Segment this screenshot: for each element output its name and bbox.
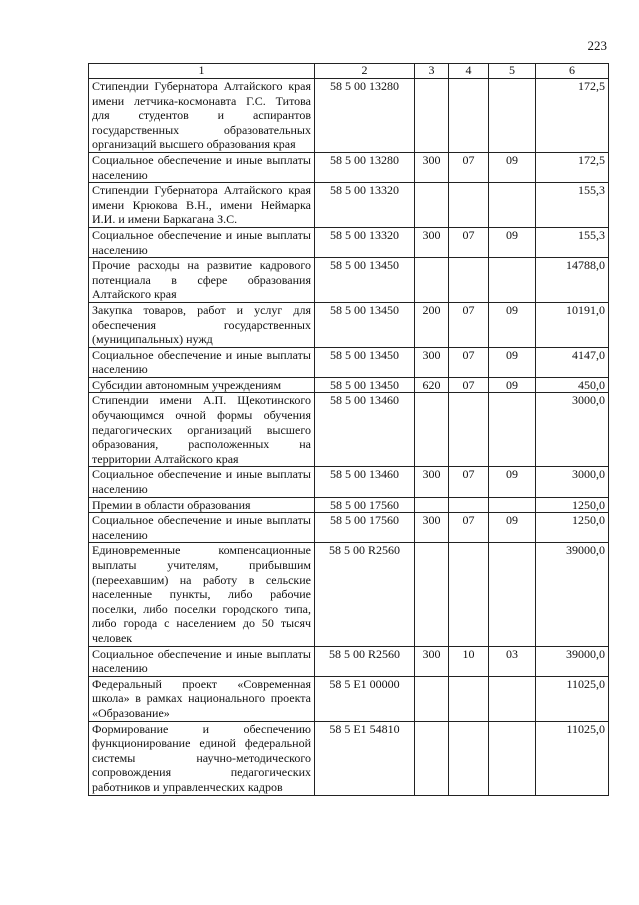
amount-cell: 155,3 <box>536 183 609 228</box>
item-name-cell: Социальное обеспечение и иные выплаты населению <box>89 152 315 182</box>
expense-type-cell: 300 <box>415 467 449 497</box>
classification-code-cell: 58 5 00 13450 <box>315 258 415 303</box>
table-row <box>89 377 609 393</box>
amount-cell: 1250,0 <box>536 497 609 513</box>
classification-code-cell: 58 5 00 13280 <box>315 152 415 182</box>
item-name-cell: Субсидии автономным учреждениям <box>89 377 315 393</box>
expense-type-cell <box>415 543 449 646</box>
subsection-cell <box>489 497 536 513</box>
classification-code-cell: 58 5 00 13450 <box>315 302 415 347</box>
item-name-cell: Социальное обеспечение и иные выплаты населению <box>89 467 315 497</box>
subsection-cell: 09 <box>489 347 536 377</box>
amount-cell: 172,5 <box>536 152 609 182</box>
item-name-cell: Стипендии имени А.П. Щекотинского обучающимся очной формы обучения педагогических организаций высшего образования, расположенных на территории Алтайского края <box>89 393 315 467</box>
amount-cell: 11025,0 <box>536 676 609 721</box>
section-cell <box>449 393 489 467</box>
classification-code-cell: 58 5 00 13450 <box>315 347 415 377</box>
expense-type-cell <box>415 393 449 467</box>
amount-cell: 3000,0 <box>536 393 609 467</box>
expense-type-cell: 300 <box>415 513 449 543</box>
header-cell: 4 <box>449 64 489 79</box>
classification-code-cell: 58 5 E1 00000 <box>315 676 415 721</box>
subsection-cell <box>489 183 536 228</box>
table-row <box>89 79 609 153</box>
section-cell: 07 <box>449 152 489 182</box>
section-cell: 07 <box>449 302 489 347</box>
section-cell: 07 <box>449 227 489 257</box>
table-row <box>89 513 609 543</box>
classification-code-cell: 58 5 00 13460 <box>315 393 415 467</box>
budget-table <box>88 63 609 796</box>
section-cell <box>449 721 489 795</box>
amount-cell: 11025,0 <box>536 721 609 795</box>
header-cell: 2 <box>315 64 415 79</box>
amount-cell: 155,3 <box>536 227 609 257</box>
subsection-cell <box>489 543 536 646</box>
table-row <box>89 258 609 303</box>
subsection-cell <box>489 676 536 721</box>
section-cell <box>449 676 489 721</box>
section-cell: 07 <box>449 377 489 393</box>
header-cell: 3 <box>415 64 449 79</box>
amount-cell: 3000,0 <box>536 467 609 497</box>
table-row <box>89 302 609 347</box>
expense-type-cell <box>415 676 449 721</box>
page-number: 223 <box>587 38 607 53</box>
expense-type-cell <box>415 79 449 153</box>
header-cell: 5 <box>489 64 536 79</box>
item-name-cell: Стипендии Губернатора Алтайского края имени летчика-космонавта Г.С. Титова для студентов и аспирантов государственных образовательных организаций высшего образования края <box>89 79 315 153</box>
table-row <box>89 152 609 182</box>
subsection-cell <box>489 258 536 303</box>
table-row <box>89 183 609 228</box>
item-name-cell: Формирование и обеспечению функционирование единой федеральной системы научно-методического сопровождения педагогических работников и управленческих кадров <box>89 721 315 795</box>
expense-type-cell <box>415 258 449 303</box>
section-cell: 10 <box>449 646 489 676</box>
classification-code-cell: 58 5 00 13450 <box>315 377 415 393</box>
section-cell <box>449 258 489 303</box>
section-cell: 07 <box>449 513 489 543</box>
header-cell: 1 <box>89 64 315 79</box>
item-name-cell: Единовременные компенсационные выплаты учителям, прибывшим (переехавшим) на работу в сельские населенные пункты, либо рабочие поселки, либо поселки городского типа, либо города с населением до 50 тысяч человек <box>89 543 315 646</box>
item-name-cell: Премии в области образования <box>89 497 315 513</box>
subsection-cell <box>489 721 536 795</box>
section-cell: 07 <box>449 467 489 497</box>
amount-cell: 450,0 <box>536 377 609 393</box>
table-row <box>89 543 609 646</box>
subsection-cell: 09 <box>489 152 536 182</box>
item-name-cell: Социальное обеспечение и иные выплаты населению <box>89 227 315 257</box>
classification-code-cell: 58 5 00 17560 <box>315 513 415 543</box>
expense-type-cell <box>415 721 449 795</box>
classification-code-cell: 58 5 00 R2560 <box>315 543 415 646</box>
expense-type-cell <box>415 497 449 513</box>
subsection-cell: 09 <box>489 227 536 257</box>
table-row <box>89 497 609 513</box>
item-name-cell: Стипендии Губернатора Алтайского края имени Крюкова В.Н., имени Неймарка И.И. и имени Баркагана З.С. <box>89 183 315 228</box>
classification-code-cell: 58 5 00 13460 <box>315 467 415 497</box>
expense-type-cell: 300 <box>415 152 449 182</box>
classification-code-cell: 58 5 00 13280 <box>315 79 415 153</box>
classification-code-cell: 58 5 00 R2560 <box>315 646 415 676</box>
expense-type-cell: 300 <box>415 227 449 257</box>
subsection-cell: 09 <box>489 467 536 497</box>
amount-cell: 172,5 <box>536 79 609 153</box>
amount-cell: 4147,0 <box>536 347 609 377</box>
table-row <box>89 646 609 676</box>
subsection-cell: 03 <box>489 646 536 676</box>
amount-cell: 39000,0 <box>536 646 609 676</box>
expense-type-cell <box>415 183 449 228</box>
amount-cell: 14788,0 <box>536 258 609 303</box>
item-name-cell: Социальное обеспечение и иные выплаты населению <box>89 646 315 676</box>
subsection-cell: 09 <box>489 377 536 393</box>
table-row <box>89 393 609 467</box>
item-name-cell: Социальное обеспечение и иные выплаты населению <box>89 347 315 377</box>
item-name-cell: Федеральный проект «Современная школа» в рамках национального проекта «Образование» <box>89 676 315 721</box>
classification-code-cell: 58 5 00 17560 <box>315 497 415 513</box>
amount-cell: 39000,0 <box>536 543 609 646</box>
header-cell: 6 <box>536 64 609 79</box>
table-row <box>89 227 609 257</box>
classification-code-cell: 58 5 00 13320 <box>315 183 415 228</box>
subsection-cell: 09 <box>489 302 536 347</box>
table-row <box>89 347 609 377</box>
expense-type-cell: 200 <box>415 302 449 347</box>
section-cell: 07 <box>449 347 489 377</box>
table-header-row <box>89 64 609 79</box>
amount-cell: 10191,0 <box>536 302 609 347</box>
classification-code-cell: 58 5 00 13320 <box>315 227 415 257</box>
item-name-cell: Социальное обеспечение и иные выплаты населению <box>89 513 315 543</box>
subsection-cell: 09 <box>489 513 536 543</box>
item-name-cell: Закупка товаров, работ и услуг для обеспечения государственных (муниципальных) нужд <box>89 302 315 347</box>
expense-type-cell: 300 <box>415 347 449 377</box>
subsection-cell <box>489 79 536 153</box>
table-row <box>89 467 609 497</box>
expense-type-cell: 300 <box>415 646 449 676</box>
section-cell <box>449 183 489 228</box>
table-row <box>89 721 609 795</box>
classification-code-cell: 58 5 E1 54810 <box>315 721 415 795</box>
table-body <box>89 79 609 796</box>
section-cell <box>449 543 489 646</box>
section-cell <box>449 497 489 513</box>
table-row <box>89 676 609 721</box>
subsection-cell <box>489 393 536 467</box>
expense-type-cell: 620 <box>415 377 449 393</box>
amount-cell: 1250,0 <box>536 513 609 543</box>
section-cell <box>449 79 489 153</box>
item-name-cell: Прочие расходы на развитие кадрового потенциала в сфере образования Алтайского края <box>89 258 315 303</box>
